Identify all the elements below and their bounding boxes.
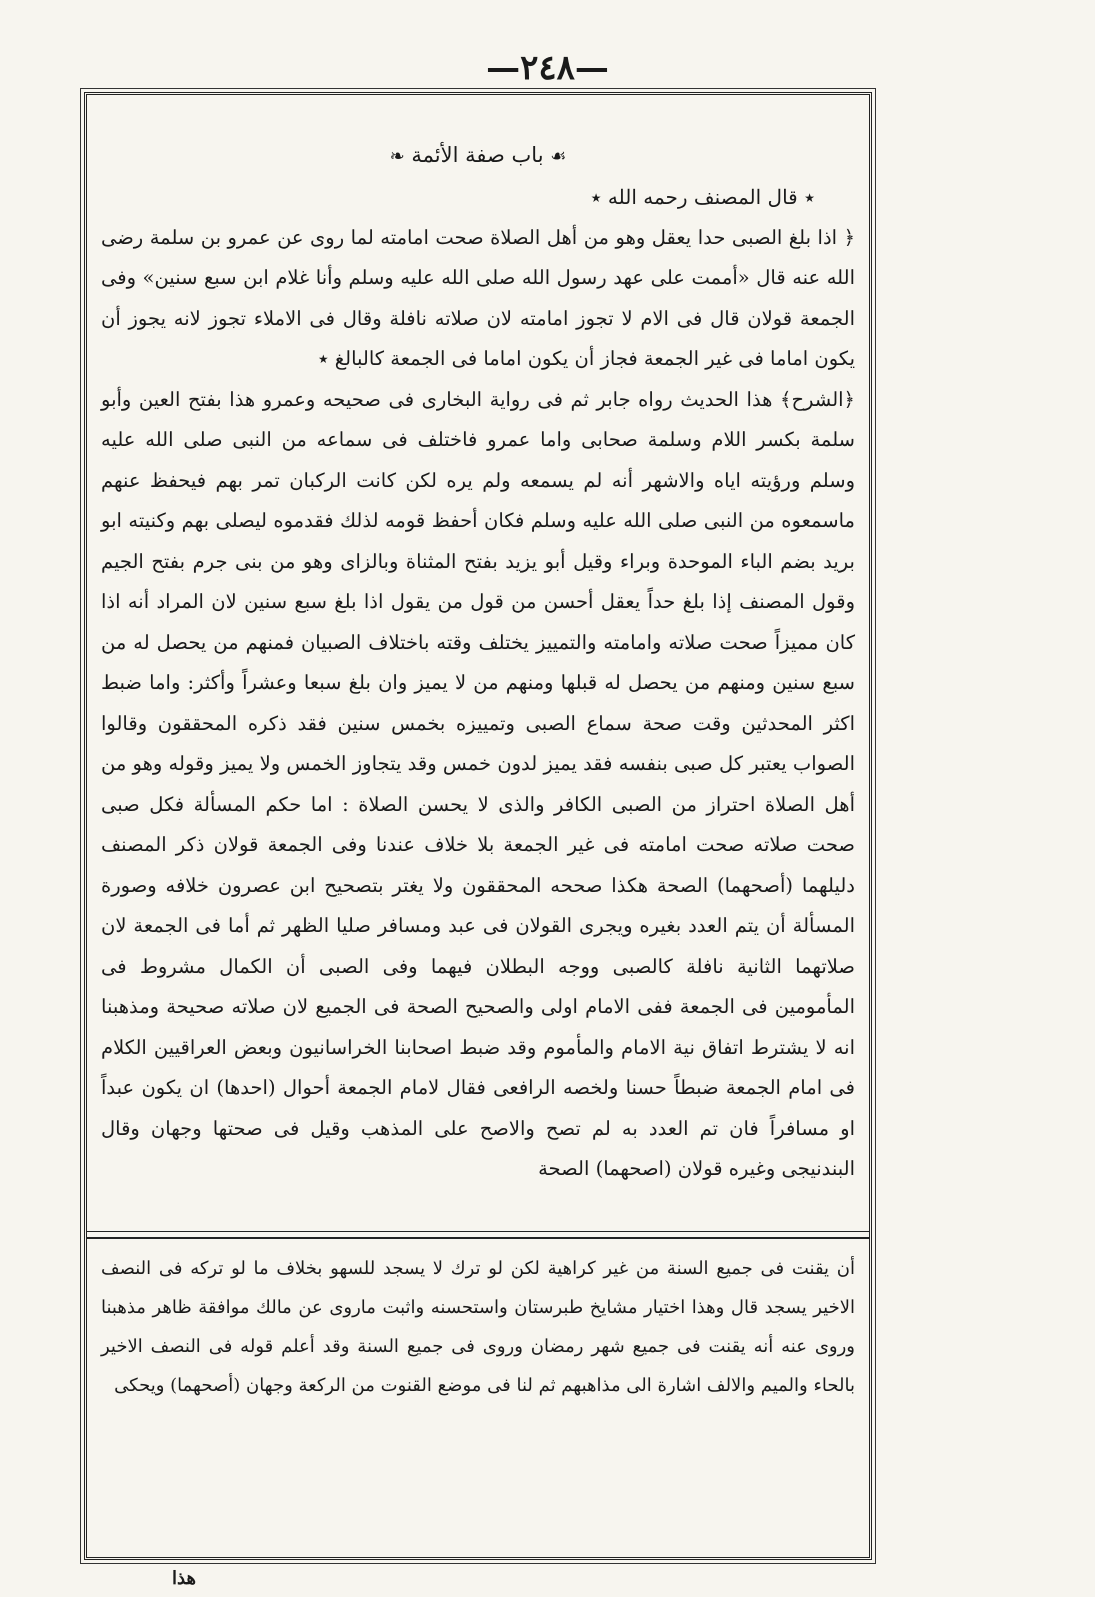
text-frame	[84, 92, 872, 1560]
heading-ornament-left: ❧	[389, 146, 405, 167]
section-heading	[101, 135, 855, 177]
heading-ornament-right: ☙	[550, 146, 567, 167]
main-text-block	[101, 135, 855, 1265]
author-line: ٭ قال المصنف رحمه الله ٭	[590, 185, 815, 209]
sharh-paragraph: ﴿الشرح﴾ هذا الحديث رواه جابر ثم فى رواية البخارى فى صحيحه وعمرو هذا بفتح العين وأبو سلمة بكسر اللام وسلمة صحابى واما عمرو فاختلف فى سماعه من النبى صلى الله عليه وسلم ورؤيته اياه والاشهر أنه لم يسمعه ولم يره لكن كانت الركبان تمر بهم فيحفظ عنهم ماسمعوه من النبى صلى الله عليه وسلم فكان أحفظ قومه لذلك فقدموه ليصلى بهم وكنيته ابو بريد بضم الباء الموحدة وبراء وقيل أبو يزيد بفتح المثناة وبالزاى وهو من بنى جرم بفتح الجيم وقول المصنف إذا بلغ حداً يعقل أحسن من قول من يقول اذا بلغ سبع سنين لان المراد أنه اذا كان مميزاً صحت صلاته وامامته والتمييز يختلف وقته باختلاف الصبيان فمنهم من يحصل له من سبع سنين ومنهم من يحصل له قبلها ومنهم من لا يميز وان بلغ سبعا وعشراً وأكثر: واما ضبط اكثر المحدثين وقت صحة سماع الصبى وتمييزه بخمس سنين فقد ذكره المحققون وقالوا الصواب يعتبر كل صبى بنفسه فقد يميز لدون خمس وقد يتجاوز الخمس ولا يميز وقوله وهو من أهل الصلاة احتراز من الصبى الكافر والذى لا يحسن الصلاة : اما حكم المسألة فكل صبى صحت صلاته صحت امامته فى غير الجمعة بلا خلاف عندنا وفى الجمعة قولان ذكر المصنف دليلهما (أصحهما) الصحة هكذا صححه المحققون ولا يغتر بتصحيح ابن عصرون خلافه وصورة المسألة أن يتم العدد بغيره ويجرى القولان فى عبد ومسافر صليا الظهر ثم أما فى الجمعة لان صلاتهما الثانية نافلة كالصبى ووجه البطلان فيهما وفى الصبى أن الكمال مشروط فى المأمومين فى الجمعة ففى الامام اولى والصحيح الصحة فى الجميع لان صلاته صحيحة ومذهبنا انه لا يشترط اتفاق نية الامام والمأموم وقد ضبط اصحابنا الخراسانيون وبعض العراقيين الكلام فى امام الجمعة ضبطاً حسنا ولخصه الرافعى فقال لامام الجمعة أحوال (احدها) ان يكون عبداً او مسافراً فان تم العدد به لم تصح والاصح على المذهب وقيل فى صحتها وجهان وقال البندنيجى وغيره قولان (اصحهما) الصحة	[101, 387, 855, 1180]
footnote-text: أن يقنت فى جميع السنة من غير كراهية لكن لو ترك لا يسجد للسهو بخلاف ما لو تركه فى النصف الاخير يسجد قال وهذا اختيار مشايخ طبرستان واستحسنه واثبت ماروى عن مالك موافقة ظاهر مذهبنا وروى عنه أنه يقنت فى جميع شهر رمضان وروى فى جميع السنة وقد أعلم قوله فى النصف الاخير بالحاء والميم والالف اشارة الى مذاهبهم ثم لنا فى موضع القنوت من الركعة وجهان (أصحهما) ويحكى	[101, 1258, 855, 1396]
section-heading-text: باب صفة الأئمة	[411, 143, 544, 167]
footnote-divider-thick	[87, 1237, 869, 1239]
matn-paragraph: ﴿ اذا بلغ الصبى حدا يعقل وهو من أهل الصلاة صحت امامته لما روى عن عمرو بن سلمة رضى الله عنه قال «أممت على عهد رسول الله صلى الله عليه وسلم وأنا غلام ابن سبع سنين» وفى الجمعة قولان قال فى الام لا تجوز امامته لان صلاته نافلة وقال فى الاملاء تجوز لانه يجوز أن يكون اماما فى غير الجمعة فجاز أن يكون اماما فى الجمعة كالبالغ ٭	[101, 225, 855, 370]
footnote-divider	[87, 1231, 869, 1232]
page-number: —٢٤٨—	[486, 48, 609, 88]
catchword: هذا	[172, 1568, 196, 1589]
